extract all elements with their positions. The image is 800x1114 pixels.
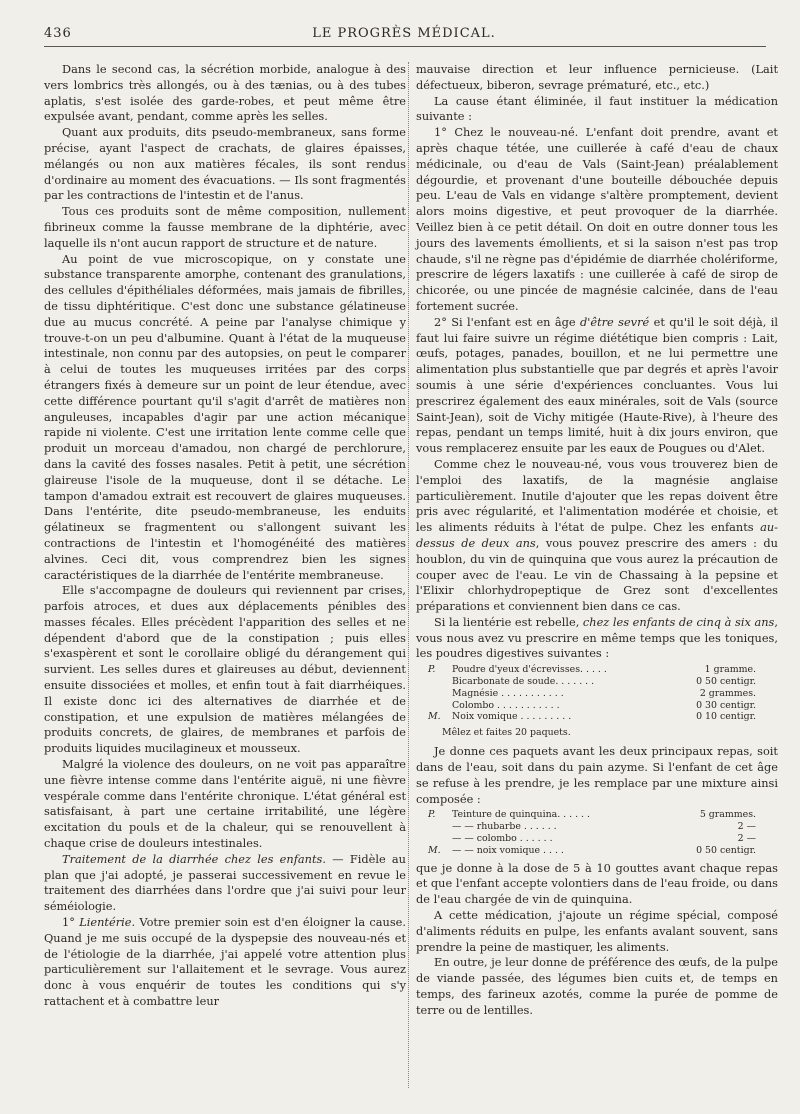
page-number: 436 bbox=[44, 26, 72, 41]
paragraph: que je donne à la dose de 5 à 10 gouttes avant chaque repas et que l'enfant accepte volontiers dans de l'eau froide, ou dans de l'eau chargée de vin de quinquina. bbox=[416, 860, 778, 907]
paragraph: Elle s'accompagne de douleurs qui reviennent par crises, parfois atroces, et dues aux déplacements pénibles des masses fécales. Elles précèdent l'apparition des selles et ne dépendent d'abord que de la constipation ; puis elles s'exaspèrent et sont le corollaire obligé du dérangement qui survient. Les selles dures et glaireuses au début, deviennent ensuite dissociées et molles, et enfin tout à fait diarrhéiques. Il existe donc ici des alternatives de diarrhée et de constipation, et une expulsion de matières mélangées de produits concrets, de glaires, de membranes et parfois de produits liquides mucilagineux et mousseux. bbox=[44, 583, 406, 756]
left-column bbox=[44, 62, 406, 1010]
section-paragraph bbox=[44, 852, 406, 915]
paragraph: Quant aux produits, dits pseudo-membraneux, sans forme précise, ayant l'aspect de crachats, de glaires épaisses, mélangés ou non aux matières fécales, ils sont rendus d'ordinaire au moment des évacuations. — Ils sont fragmentés par les contractions de l'intestin et de l'anus. bbox=[44, 125, 406, 203]
section-title: Traitement de la diarrhée chez les enfants. bbox=[62, 851, 326, 866]
emphasis: chez les enfants de cinq à six ans bbox=[582, 614, 775, 629]
right-column bbox=[416, 62, 778, 1019]
formula-row: — — rhubarbe . . . . . . 2 — bbox=[452, 821, 756, 833]
lienterie-title: Lientérie. bbox=[79, 915, 136, 930]
lienterie-text: Votre premier soin est d'en éloigner la cause. Quand je me suis occupé de la dyspepsie des nouveau-nés et de l'étiologie de la diarrhée, j'ai appelé votre attention plus particulièrement sur l'allaitement et le sevrage. Vous aurez donc à vous enquérir de toutes les conditions qui s'y rattachent et à combattre leur bbox=[44, 915, 406, 1009]
formula-row: Magnésie . . . . . . . . . . . 2 grammes. bbox=[452, 687, 756, 699]
formula-row: P. Teinture de quinquina. . . . . . 5 grammes. bbox=[428, 809, 756, 821]
formula-powders bbox=[416, 664, 778, 723]
formula-note: Mêlez et faites 20 paquets. bbox=[442, 727, 571, 739]
paragraph: mauvaise direction et leur influence pernicieuse. (Lait défectueux, biberon, sevrage prématuré, etc., etc.) bbox=[416, 62, 778, 92]
emphasis: d'être sevré bbox=[579, 314, 650, 329]
journal-title: LE PROGRÈS MÉDICAL. bbox=[312, 26, 496, 41]
formula-row: M. — — noix vomique . . . . 0 50 centigr. bbox=[428, 844, 756, 856]
lienterie-paragraph bbox=[44, 915, 406, 1010]
paragraph: 2° Si l'enfant est en âge d'être sevré et qu'il le soit déjà, il faut lui faire suivre un régime diététique bien compris : Lait, œufs, potages, panades, bouillon, et ne lui permettre une alimentation plus substantielle que par degrés et après l'avoir soumis à une série d'expériences concluantes. Vous lui prescrirez également des eaux minérales, soit de Vals (source Saint-Jean), soit de Vichy mitigée (Haute-Rive), à l'heure des repas, pendant un temps limité, huit à dix jours environ, que vous remplacerez ensuite par les eaux de Pougues ou d'Alet. bbox=[416, 314, 778, 456]
section-text: — Fidèle au plan que j'ai adopté, je passerai successivement en revue le traitement des diarrhées dans l'ordre que j'ai suivi pour leur séméiologie. bbox=[44, 851, 406, 914]
emphasis: au-dessus de deux ans bbox=[416, 520, 778, 550]
paragraph: A cette médication, j'ajoute un régime spécial, composé d'aliments réduits en pulpe, les enfants avalant souvent, sans prendre la peine de mastiquer, les aliments. bbox=[416, 908, 778, 954]
paragraph: Dans le second cas, la sécrétion morbide, analogue à des vers lombrics très allongés, ou à des tænias, ou à des tubes aplatis, s'est isolée des garde-robes, et peut même être expulsée avant, pendant, comme après les selles. bbox=[44, 62, 406, 124]
paragraph: En outre, je leur donne de préférence des œufs, de la pulpe de viande passée, des légumes bien cuits et, de temps en temps, des farineux azotés, comme la purée de pomme de terre ou de lentilles. bbox=[416, 955, 778, 1017]
column-divider bbox=[408, 62, 409, 1088]
formula-row: — — colombo . . . . . . 2 — bbox=[452, 833, 756, 845]
paragraph: Si la lientérie est rebelle, chez les enfants de cinq à six ans, vous nous avez vu prescrire en même temps que les toniques, les poudres digestives suivantes : bbox=[416, 614, 778, 661]
header-rule bbox=[44, 46, 766, 47]
paragraph: Au point de vue microscopique, on y constate une substance transparente amorphe, contenant des granulations, des cellules d'épithéliales déformées, mais jamais de fibrilles, de tissu diphtéritique. C'est donc une substance gélatineuse due au mucus concrété. A peine par l'analyse chimique y trouve-t-on un peu d'albumine. Quant à l'état de la muqueuse intestinale, non connu par des autopsies, on peut le comparer à celui de toutes les muqueuses irritées par des corps étrangers fixés à demeure sur un point de leur étendue, avec cette différence pourtant qu'il s'agit d'arrêt de matières non anguleuses, incapables d'agir par une action mécanique rapide ni violente. C'est une irritation lente comme celle que produit un morceau d'amadou, non chargé de perchlorure, dans la cavité des fosses nasales. Petit à petit, une sécrétion glaireuse l'isole de la muqueuse, dont il se détache. Le tampon d'amadou extrait est recouvert de glaires muqueuses. Dans l'entérite, dite pseudo-membraneuse, les enduits gélatineux se fragmentent ou s'allongent suivant les contractions de l'intestin et l'homogénéité des matières alvines. Ceci dit, vous comprendrez bien les signes caractéristiques de la diarrhée de l'entérite membraneuse. bbox=[44, 251, 406, 582]
paragraph: La cause étant éliminée, il faut instituer la médication suivante : bbox=[416, 93, 778, 124]
item-number: 1° bbox=[62, 915, 75, 930]
formula-row: Bicarbonate de soude. . . . . . . 0 50 centigr. bbox=[452, 676, 756, 688]
paragraph: Tous ces produits sont de même composition, nullement fibrineux comme la fausse membrane de la diphtérie, avec laquelle ils n'ont aucun rapport de structure et de nature. bbox=[44, 204, 406, 250]
paragraph: Je donne ces paquets avant les deux principaux repas, soit dans de l'eau, soit dans du pain azyme. Si l'enfant de cet âge se refuse à les prendre, je les remplace par une mixture ainsi composée : bbox=[416, 744, 778, 806]
page-header bbox=[44, 26, 764, 44]
formula-row: Colombo . . . . . . . . . . . 0 30 centigr. bbox=[452, 699, 756, 711]
paragraph: Malgré la violence des douleurs, on ne voit pas apparaître une fièvre intense comme dans l'entérite aiguë, ni une fièvre vespérale comme dans l'entérite chronique. L'état général est satisfaisant, à part une certaine irritabilité, une légère excitation du pouls et de la chaleur, qui se renouvellent à chaque crise de douleurs intestinales. bbox=[44, 757, 406, 851]
formula-row: P. Poudre d'yeux d'écrevisses. . . . . 1 gramme. bbox=[428, 664, 756, 676]
paragraph: 1° Chez le nouveau-né. L'enfant doit prendre, avant et après chaque tétée, une cuillerée à café d'eau de chaux médicinale, ou d'eau de Vals (Saint-Jean) préalablement dégourdie, et provenant d'une bouteille débouchée depuis peu. L'eau de Vals en vidange s'altère promptement, devient alors moins digestive, et peut provoquer de la diarrhée. Veillez bien à ce petit détail. On doit en outre donner tous les jours des lavements émollients, et si la saison n'est pas trop chaude, s'il ne règne pas d'épidémie de diarrhée cholériforme, prescrire de légers laxatifs : une cuillerée à café de sirop de chicorée, ou une pincée de magnésie calcinée, dans de l'eau fortement sucrée. bbox=[416, 125, 778, 313]
formula-mixture bbox=[416, 809, 778, 856]
formula-row: M. Noix vomique . . . . . . . . . 0 10 centigr. bbox=[428, 711, 756, 723]
paragraph: Comme chez le nouveau-né, vous vous trouverez bien de l'emploi des laxatifs, de la magnésie anglaise particulièrement. Inutile d'ajouter que les repas doivent être pris avec régularité, et l'alimentation modérée et choisie, et les aliments réduits à l'état de pulpe. Chez les enfants au-dessus de deux ans, vous pouvez prescrire des amers : du houblon, du vin de quinquina que vous aurez la précaution de couper avec de l'eau. Le vin de Chassaing à la pepsine et l'Elixir chlorhydropeptique de Grez sont d'excellentes préparations et conviennent bien dans ce cas. bbox=[416, 456, 778, 614]
